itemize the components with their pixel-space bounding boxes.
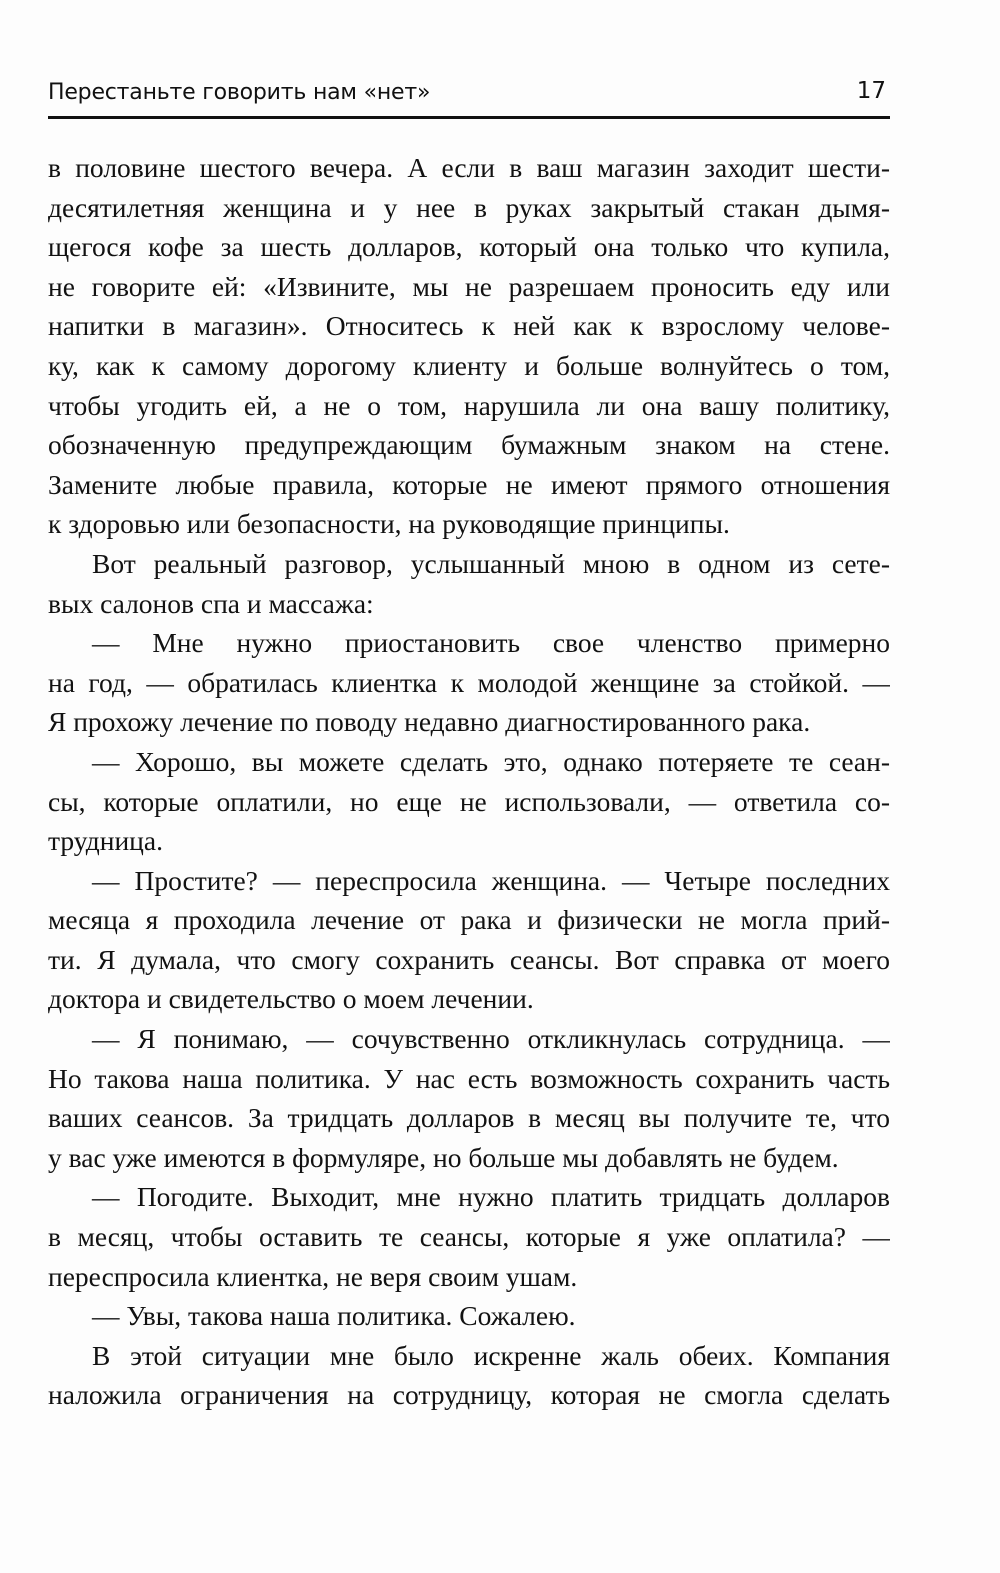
text-line: месяца я проходила лечение от рака и физически не могла прий-: [48, 904, 890, 936]
text-line: сы, которые оплатили, но еще не использовали, — ответила со-: [48, 785, 890, 817]
text-line: обозначенную предупреждающим бумажным знаком на стене.: [48, 429, 890, 461]
text-line: в месяц, чтобы оставить те сеансы, которые я уже оплатила? —: [48, 1221, 890, 1253]
text-line: в половине шестого вечера. А если в ваш магазин заходит шести-: [48, 152, 890, 183]
text-line: — Хорошо, вы можете сделать это, однако потеряете те сеан-: [92, 745, 890, 777]
text-line: десятилетняя женщина и у нее в руках закрытый стакан дымя-: [48, 191, 890, 223]
text-line: ваших сеансов. За тридцать долларов в месяц вы получите те, что: [48, 1102, 890, 1134]
text-line: на год, — обратилась клиентка к молодой женщине за стойкой. —: [48, 666, 890, 698]
text-line: ку, как к самому дорогому клиенту и больше волнуйтесь о том,: [48, 349, 890, 381]
text-line: Замените любые правила, которые не имеют прямого отношения: [48, 468, 890, 500]
text-line: — Я понимаю, — сочувственно откликнулась сотрудница. —: [92, 1023, 890, 1055]
text-line: — Простите? — переспросила женщина. — Четыре последних: [92, 864, 890, 896]
body-text: [48, 148, 890, 1415]
text-line: Но такова наша политика. У нас есть возможность сохранить часть: [48, 1062, 890, 1094]
text-line: напитки в магазин». Относитесь к ней как к взрослому челове-: [48, 310, 890, 342]
text-line: В этой ситуации мне было искренне жаль обеих. Компания: [92, 1339, 890, 1371]
page-number: 17: [856, 78, 886, 104]
text-line: не говорите ей: «Извините, мы не разрешаем проносить еду или: [48, 270, 890, 302]
text-line: переспросила клиентка, не веря своим ушам.: [48, 1260, 578, 1292]
text-line: доктора и свидетельство о моем лечении.: [48, 983, 534, 1015]
text-line: ти. Я думала, что смогу сохранить сеансы. Вот справка от моего: [48, 943, 890, 975]
text-line: Я прохожу лечение по поводу недавно диагностированного рака.: [48, 706, 811, 738]
text-line: к здоровью или безопасности, на руководящие принципы.: [48, 508, 730, 540]
text-line: наложила ограничения на сотрудницу, которая не смогла сделать: [48, 1379, 890, 1411]
text-line: — Увы, такова наша политика. Сожалею.: [92, 1300, 576, 1332]
running-title: Перестаньте говорить нам «нет»: [48, 80, 431, 105]
text-line: — Погодите. Выходит, мне нужно платить тридцать долларов: [92, 1181, 890, 1213]
text-line: Вот реальный разговор, услышанный мною в одном из сете-: [92, 547, 890, 579]
text-line: щегося кофе за шесть долларов, который она только что купила,: [48, 231, 890, 263]
text-line: — Мне нужно приостановить свое членство примерно: [92, 627, 890, 659]
text-line: чтобы угодить ей, а не о том, нарушила ли она вашу политику,: [48, 389, 890, 421]
running-header: [48, 72, 890, 119]
text-line: вых салонов спа и массажа:: [48, 587, 374, 619]
text-line: трудница.: [48, 825, 163, 857]
text-line: у вас уже имеются в формуляре, но больше мы добавлять не будем.: [48, 1141, 839, 1173]
